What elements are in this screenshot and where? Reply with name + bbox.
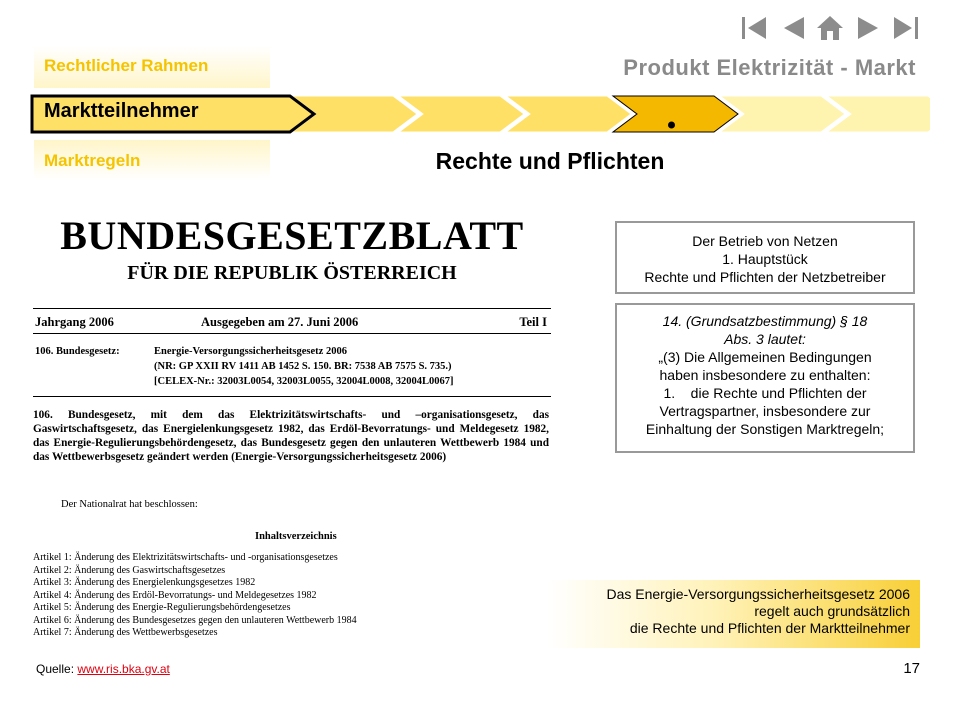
previous-icon[interactable] <box>780 14 806 42</box>
toc-item: Artikel 5: Änderung des Energie-Regulierungsbehördengesetzes <box>33 602 291 613</box>
toc-item: Artikel 7: Änderung des Wettbewerbsgesetzes <box>33 627 218 638</box>
box2-line: 14. (Grundsatzbestimmung) § 18 <box>662 313 868 329</box>
box2-line: Abs. 3 lautet: <box>724 331 806 347</box>
gazette-rule-mid <box>33 333 551 334</box>
tab-marktregeln[interactable]: Marktregeln <box>34 140 270 180</box>
gazette-beschluss: Der Nationalrat hat beschlossen: <box>61 499 198 510</box>
tab-marktteilnehmer[interactable]: Marktteilnehmer <box>44 100 199 122</box>
gazette-jahrgang: Jahrgang 2006 <box>35 315 114 329</box>
box2-line: Vertragspartner, insbesondere zur <box>659 403 871 419</box>
source-label: Quelle: <box>36 662 75 676</box>
next-icon[interactable] <box>856 14 882 42</box>
netzbetreiber-box <box>615 221 915 294</box>
note-line: Das Energie-Versorgungssicherheitsgesetz 2006 <box>606 586 910 602</box>
toc-item: Artikel 1: Änderung des Elektrizitätswirtschafts- und -organisationsgesetzes <box>33 552 338 563</box>
box2-line: „(3) Die Allgemeinen Bedingungen <box>658 349 872 365</box>
source-link[interactable]: www.ris.bka.gv.at <box>77 662 170 676</box>
gazette-law-number: 106. Bundesgesetz: <box>35 346 120 357</box>
toc-item: Artikel 6: Änderung des Bundesgesetzes gegen den unlauteren Wettbewerb 1984 <box>33 614 357 626</box>
gazette-toc <box>33 552 453 640</box>
home-icon[interactable] <box>816 14 844 42</box>
gazette-intro: 106. Bundesgesetz, mit dem das Elektrizitätswirtschafts- und –organisationsgesetz, das Gaswirtschaftsgesetz, das Energielenkungsgesetz 1982, das Erdöl-Bevorratungs- und Meldegesetz 1982, das Energie-Regulierungsbehördengesetz, das Bundesgesetz gegen den unlauteren Wettbewerb 1984 und das Wettbewerbsgesetz geändert werden (Energie-Versorgungssicherheitsgesetz 2006) <box>33 409 549 463</box>
slide-navigation <box>740 14 920 42</box>
note-line: die Rechte und Pflichten der Marktteilnehmer <box>629 620 910 636</box>
toc-item: Artikel 2: Änderung des Gaswirtschaftsgesetzes <box>33 564 226 576</box>
presentation-title: Produkt Elektrizität - Markt <box>623 55 916 80</box>
gazette-law-line-1: Energie-Versorgungssicherheitsgesetz 2006 <box>154 346 347 357</box>
box1-line: 1. Hauptstück <box>722 251 808 267</box>
page-number: 17 <box>903 660 920 677</box>
gazette-toc-heading: Inhaltsverzeichnis <box>255 531 337 542</box>
note-line: regelt auch grundsätzlich <box>754 603 910 619</box>
source-citation <box>36 662 170 676</box>
gazette-title: BUNDESGESETZBLATT <box>60 213 524 258</box>
summary-note <box>548 580 920 648</box>
toc-item: Artikel 3: Änderung des Energielenkungsgesetzes 1982 <box>33 577 256 588</box>
box1-line: Der Betrieb von Netzen <box>692 233 838 249</box>
box2-line: 1. die Rechte und Pflichten der <box>663 385 867 401</box>
first-page-icon[interactable] <box>740 14 768 42</box>
gazette-rule-top <box>33 308 551 309</box>
gazette-subtitle: FÜR DIE REPUBLIK ÖSTERREICH <box>127 262 457 284</box>
toc-item: Artikel 4: Änderung des Erdöl-Bevorratungs- und Meldegesetzes 1982 <box>33 589 317 601</box>
gazette-date: Ausgegeben am 27. Juni 2006 <box>201 315 359 329</box>
tab-rechtlicher-rahmen[interactable]: Rechtlicher Rahmen <box>34 46 270 88</box>
gazette-teil: Teil I <box>519 315 547 329</box>
active-step-dot <box>668 122 675 129</box>
gazette-law-line-3: [CELEX-Nr.: 32003L0054, 32003L0055, 32004L0008, 32004L0067] <box>154 376 454 387</box>
gazette-law-line-2: (NR: GP XXII RV 1411 AB 1452 S. 150. BR: 7538 AB 7575 S. 735.) <box>154 361 452 372</box>
slide-subtitle: Rechte und Pflichten <box>435 148 665 174</box>
paragraph-18-box <box>615 303 915 453</box>
gazette-excerpt <box>33 212 551 642</box>
box2-line: Einhaltung der Sonstigen Marktregeln; <box>645 421 885 437</box>
box2-line: haben insbesondere zu enthalten: <box>659 367 871 383</box>
last-page-icon[interactable] <box>892 14 920 42</box>
box1-line: Rechte und Pflichten der Netzbetreiber <box>644 269 886 285</box>
gazette-rule-bottom <box>33 396 551 397</box>
